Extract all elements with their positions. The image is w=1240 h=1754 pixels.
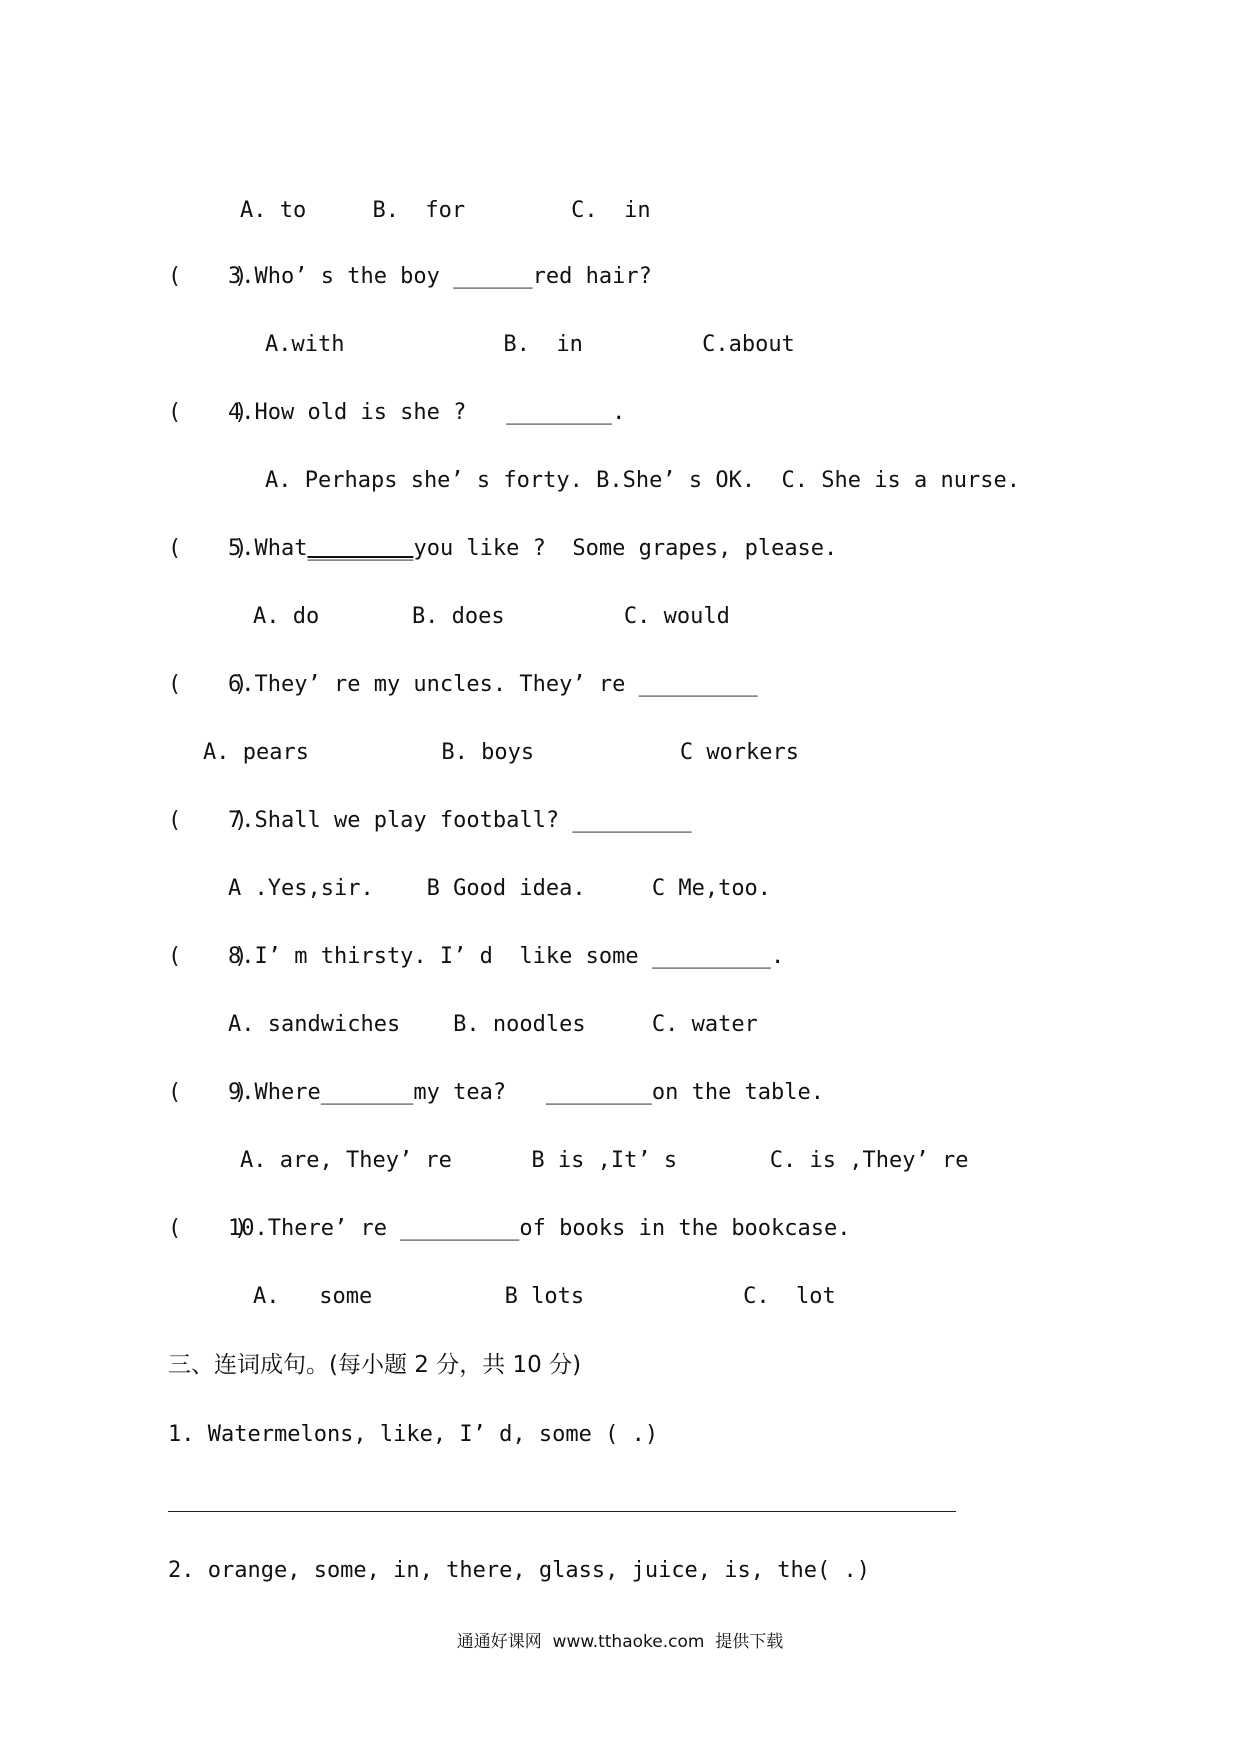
q2-options: A. to B. for C. in bbox=[240, 198, 651, 223]
q7-answer-paren: ( ) bbox=[168, 808, 248, 833]
q8-answer-paren: ( ) bbox=[168, 944, 248, 969]
q3-answer-paren: ( ) bbox=[168, 264, 248, 289]
q5-stem bbox=[228, 534, 837, 564]
q6-answer-paren: ( ) bbox=[168, 672, 248, 697]
q10-stem: 10.There’ re _________of books in the bookcase. bbox=[228, 1216, 851, 1241]
q10-options: A. some B lots C. lot bbox=[253, 1284, 836, 1309]
section3-item-1-answer-line bbox=[168, 1511, 956, 1512]
q4-stem: 4.How old is she ? ________. bbox=[228, 400, 626, 425]
q3-options: A.with B. in C.about bbox=[265, 332, 795, 357]
q5-options: A. do B. does C. would bbox=[253, 604, 730, 629]
section3-item-1: 1. Watermelons, like, I’ d, some ( .) bbox=[168, 1422, 659, 1447]
q5-answer-paren: ( ) bbox=[168, 536, 248, 561]
q9-stem: 9.Where_______my tea? ________on the table. bbox=[228, 1080, 825, 1105]
q8-stem: 8.I’ m thirsty. I’ d like some _________. bbox=[228, 944, 785, 969]
q3-stem: 3.Who’ s the boy ______red hair? bbox=[228, 264, 652, 289]
q5-blank: ________ bbox=[307, 536, 414, 561]
q4-options: A. Perhaps she’ s forty. B.She’ s OK. C. She is a nurse. bbox=[265, 468, 1020, 493]
q6-options: A. pears B. boys C workers bbox=[203, 740, 800, 765]
page-footer: 通通好课网 www.tthaoke.com 提供下载 bbox=[456, 1632, 784, 1652]
q7-options: A .Yes,sir. B Good idea. C Me,too. bbox=[228, 876, 772, 901]
q9-options: A. are, They’ re B is ,It’ s C. is ,They’ re bbox=[240, 1148, 969, 1173]
section3-item-2: 2. orange, some, in, there, glass, juice, is, the( .) bbox=[168, 1558, 870, 1583]
section3-heading: 三、连词成句。(每小题 2 分，共 10 分) bbox=[168, 1352, 582, 1378]
q4-answer-paren: ( ) bbox=[168, 400, 248, 425]
q8-options: A. sandwiches B. noodles C. water bbox=[228, 1012, 758, 1037]
q9-answer-paren: ( ) bbox=[168, 1080, 248, 1105]
q7-stem: 7.Shall we play football? _________ bbox=[228, 808, 692, 833]
q5-stem-post: you like ? Some grapes, please. bbox=[413, 536, 838, 561]
q6-stem: 6.They’ re my uncles. They’ re _________ bbox=[228, 672, 758, 697]
q10-answer-paren: ( ) bbox=[168, 1216, 248, 1241]
q5-stem-pre: 5.What bbox=[228, 536, 308, 561]
